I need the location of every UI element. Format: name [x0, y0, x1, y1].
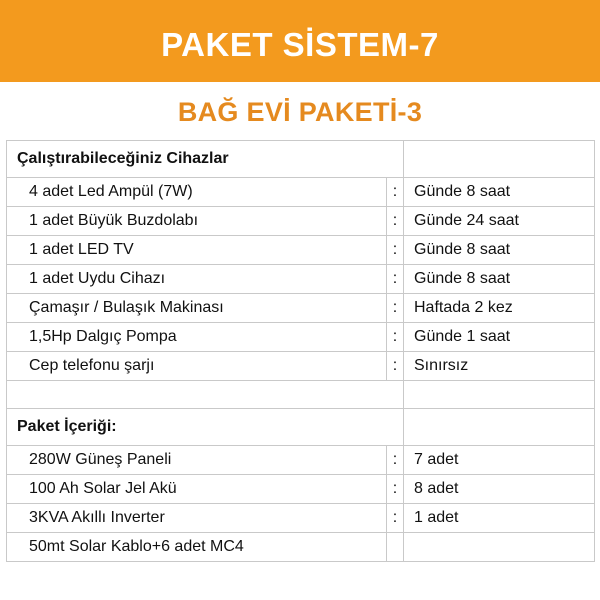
quantity-value: 7 adet [404, 446, 595, 475]
table-row [7, 446, 595, 475]
devices-section-header [7, 141, 595, 178]
component-name: 100 Ah Solar Jel Akü [7, 475, 387, 504]
table-row [7, 533, 595, 562]
package-section-header [7, 409, 595, 446]
device-name: 1,5Hp Dalgıç Pompa [7, 323, 387, 352]
table-row [7, 352, 595, 381]
separator: : [387, 207, 404, 236]
empty-cell [404, 381, 595, 409]
separator: : [387, 323, 404, 352]
package-section-label: Paket İçeriği: [7, 409, 404, 446]
separator [387, 533, 404, 562]
table-row [7, 207, 595, 236]
spec-table [6, 140, 595, 562]
component-name: 50mt Solar Kablo+6 adet MC4 [7, 533, 387, 562]
component-name: 280W Güneş Paneli [7, 446, 387, 475]
usage-value: Günde 8 saat [404, 178, 595, 207]
device-name: Çamaşır / Bulaşık Makinası [7, 294, 387, 323]
devices-section-label: Çalıştırabileceğiniz Cihazlar [7, 141, 404, 178]
separator: : [387, 236, 404, 265]
empty-cell [404, 141, 595, 178]
spacer-row [7, 381, 595, 409]
device-name: 1 adet Uydu Cihazı [7, 265, 387, 294]
device-name: 1 adet LED TV [7, 236, 387, 265]
quantity-value [404, 533, 595, 562]
separator: : [387, 504, 404, 533]
package-subtitle: BAĞ EVİ PAKETİ-3 [177, 96, 423, 127]
table-row [7, 236, 595, 265]
separator: : [387, 294, 404, 323]
empty-cell [7, 381, 404, 409]
table-row [7, 178, 595, 207]
table-row [7, 504, 595, 533]
quantity-value: 1 adet [404, 504, 595, 533]
component-name: 3KVA Akıllı Inverter [7, 504, 387, 533]
usage-value: Sınırsız [404, 352, 595, 381]
device-name: Cep telefonu şarjı [7, 352, 387, 381]
separator: : [387, 475, 404, 504]
page-title: PAKET SİSTEM-7 [161, 26, 439, 63]
device-name: 1 adet Büyük Buzdolabı [7, 207, 387, 236]
table-row [7, 265, 595, 294]
usage-value: Günde 1 saat [404, 323, 595, 352]
quantity-value: 8 adet [404, 475, 595, 504]
separator: : [387, 265, 404, 294]
empty-cell [404, 409, 595, 446]
usage-value: Günde 8 saat [404, 265, 595, 294]
table-row [7, 294, 595, 323]
separator: : [387, 352, 404, 381]
table-row [7, 323, 595, 352]
device-name: 4 adet Led Ampül (7W) [7, 178, 387, 207]
usage-value: Günde 8 saat [404, 236, 595, 265]
usage-value: Günde 24 saat [404, 207, 595, 236]
usage-value: Haftada 2 kez [404, 294, 595, 323]
title-banner [0, 0, 600, 82]
separator: : [387, 178, 404, 207]
separator: : [387, 446, 404, 475]
table-row [7, 475, 595, 504]
